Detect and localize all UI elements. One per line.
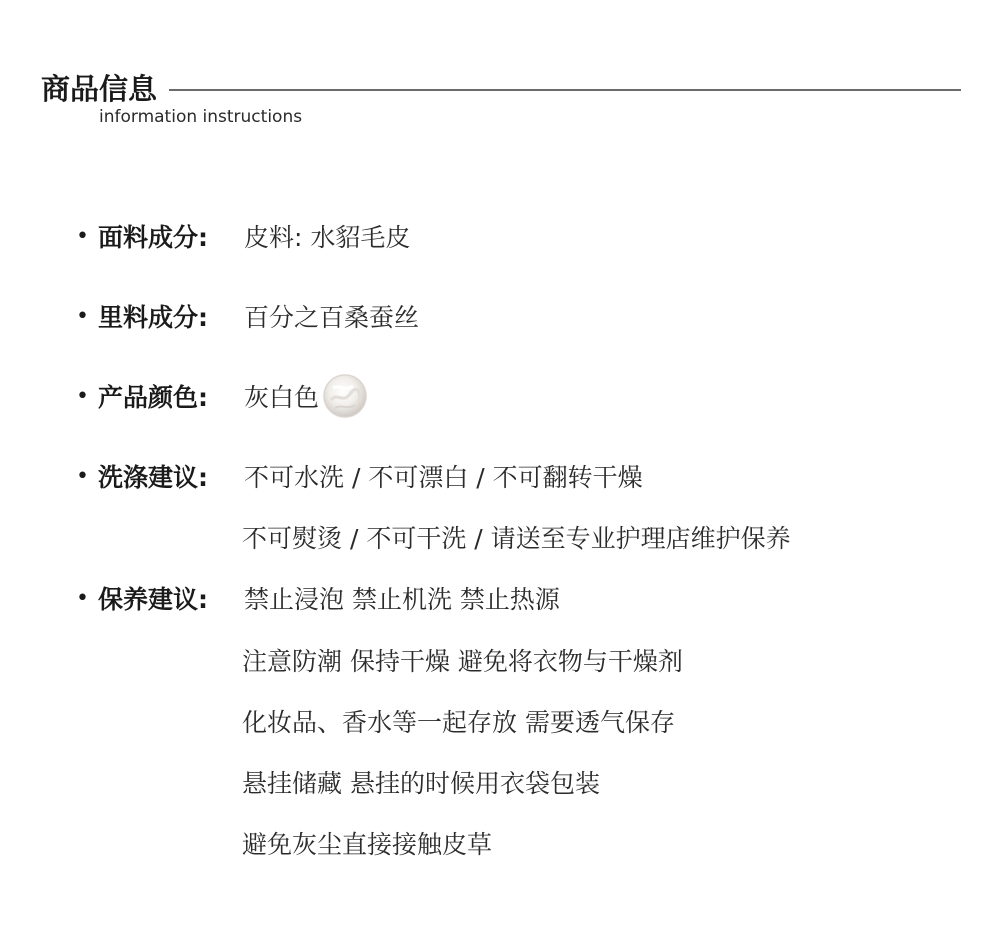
spec-value-washing-line-2: 不可熨烫 / 不可干洗 / 请送至专业护理店维护保养: [242, 524, 791, 553]
spec-label-color: 产品颜色:: [98, 383, 208, 412]
spec-value-fabric: 皮料: 水貂毛皮: [244, 223, 411, 252]
spec-value-care-line-3: 化妆品、香水等一起存放 需要透气保存: [242, 708, 675, 737]
spec-value-washing-line-1: 不可水洗 / 不可漂白 / 不可翻转干燥: [244, 463, 643, 492]
bullet-icon: •: [76, 585, 89, 611]
spec-label-fabric: 面料成分:: [98, 223, 208, 252]
spec-value-care-line-5: 避免灰尘直接接触皮草: [242, 830, 493, 859]
spec-row-color: [76, 376, 367, 416]
fur-color-swatch: [323, 374, 367, 418]
spec-label-washing: 洗涤建议:: [98, 463, 208, 492]
section-title: 商品信息: [41, 72, 158, 106]
section-subtitle: information instructions: [99, 107, 303, 127]
bullet-icon: •: [76, 383, 89, 409]
spec-label-lining: 里料成分:: [98, 303, 208, 332]
spec-value-care-line-1: 禁止浸泡 禁止机洗 禁止热源: [244, 585, 560, 614]
spec-row-lining: [76, 296, 419, 336]
bullet-icon: •: [76, 303, 89, 329]
bullet-icon: •: [76, 463, 89, 489]
spec-value-color: 灰白色: [244, 383, 320, 412]
spec-row-care: [76, 578, 560, 618]
spec-value-care-line-4: 悬挂储藏 悬挂的时候用衣袋包装: [242, 769, 600, 798]
spec-label-care: 保养建议:: [98, 585, 208, 614]
spec-row-washing: [76, 456, 643, 496]
bullet-icon: •: [76, 223, 89, 249]
spec-row-fabric: [76, 216, 410, 256]
spec-value-lining: 百分之百桑蚕丝: [244, 303, 420, 332]
spec-value-care-line-2: 注意防潮 保持干燥 避免将衣物与干燥剂: [242, 647, 683, 676]
title-divider-line: [169, 89, 961, 91]
